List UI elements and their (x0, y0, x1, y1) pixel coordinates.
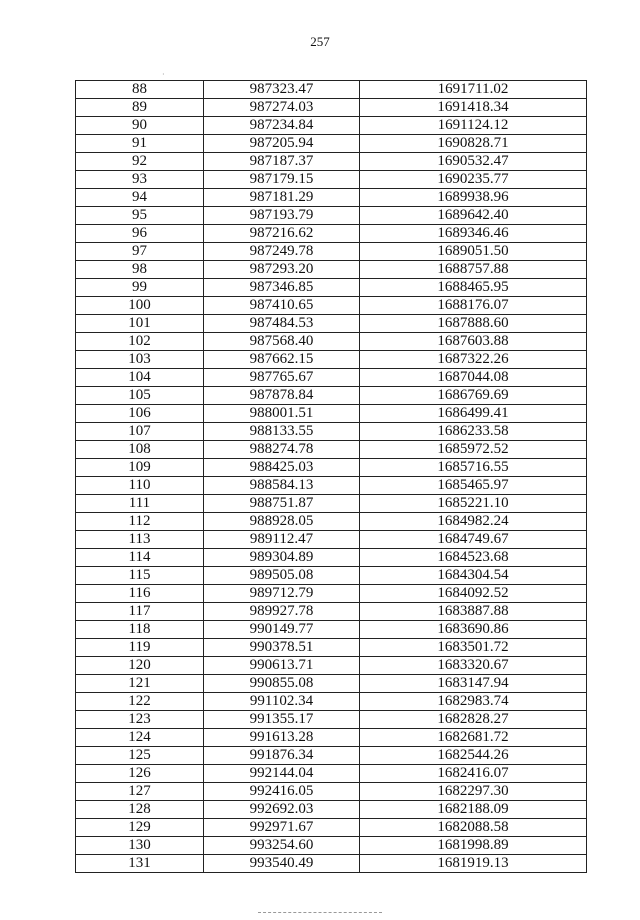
point-number-cell: 113 (76, 531, 204, 549)
page-number: 257 (310, 34, 330, 49)
x-coordinate-cell: 992692.03 (204, 801, 360, 819)
x-coordinate-cell: 992971.67 (204, 819, 360, 837)
point-number-cell: 126 (76, 765, 204, 783)
y-coordinate-cell: 1685221.10 (360, 495, 587, 513)
table-row (76, 405, 587, 423)
point-number-cell: 110 (76, 477, 204, 495)
point-number-cell: 128 (76, 801, 204, 819)
point-number-cell: 93 (76, 171, 204, 189)
x-coordinate-cell: 987205.94 (204, 135, 360, 153)
x-coordinate-cell: 990149.77 (204, 621, 360, 639)
y-coordinate-cell: 1682088.58 (360, 819, 587, 837)
table-row (76, 189, 587, 207)
point-number-cell: 122 (76, 693, 204, 711)
table-row (76, 531, 587, 549)
y-coordinate-cell: 1687322.26 (360, 351, 587, 369)
y-coordinate-cell: 1689938.96 (360, 189, 587, 207)
point-number-cell: 120 (76, 657, 204, 675)
y-coordinate-cell: 1683690.86 (360, 621, 587, 639)
y-coordinate-cell: 1682828.27 (360, 711, 587, 729)
x-coordinate-cell: 987234.84 (204, 117, 360, 135)
table-row (76, 693, 587, 711)
x-coordinate-cell: 992416.05 (204, 783, 360, 801)
table-row (76, 225, 587, 243)
y-coordinate-cell: 1682681.72 (360, 729, 587, 747)
coordinates-table-body (76, 81, 587, 873)
table-row (76, 801, 587, 819)
point-number-cell: 124 (76, 729, 204, 747)
table-row (76, 117, 587, 135)
point-number-cell: 95 (76, 207, 204, 225)
point-number-cell: 117 (76, 603, 204, 621)
y-coordinate-cell: 1686769.69 (360, 387, 587, 405)
point-number-cell: 98 (76, 261, 204, 279)
point-number-cell: 109 (76, 459, 204, 477)
x-coordinate-cell: 993540.49 (204, 855, 360, 873)
x-coordinate-cell: 989304.89 (204, 549, 360, 567)
x-coordinate-cell: 987181.29 (204, 189, 360, 207)
y-coordinate-cell: 1686499.41 (360, 405, 587, 423)
x-coordinate-cell: 990613.71 (204, 657, 360, 675)
x-coordinate-cell: 987216.62 (204, 225, 360, 243)
point-number-cell: 105 (76, 387, 204, 405)
x-coordinate-cell: 987346.85 (204, 279, 360, 297)
table-row (76, 657, 587, 675)
table-row (76, 99, 587, 117)
x-coordinate-cell: 988274.78 (204, 441, 360, 459)
bottom-rule (258, 912, 382, 913)
point-number-cell: 94 (76, 189, 204, 207)
table-row (76, 765, 587, 783)
x-coordinate-cell: 988751.87 (204, 495, 360, 513)
x-coordinate-cell: 988584.13 (204, 477, 360, 495)
table-row (76, 261, 587, 279)
point-number-cell: 100 (76, 297, 204, 315)
point-number-cell: 91 (76, 135, 204, 153)
table-row (76, 135, 587, 153)
x-coordinate-cell: 989927.78 (204, 603, 360, 621)
point-number-cell: 116 (76, 585, 204, 603)
point-number-cell: 107 (76, 423, 204, 441)
table-row (76, 333, 587, 351)
point-number-cell: 112 (76, 513, 204, 531)
x-coordinate-cell: 988133.55 (204, 423, 360, 441)
table-row (76, 495, 587, 513)
point-number-cell: 88 (76, 81, 204, 99)
table-row (76, 279, 587, 297)
table-row (76, 369, 587, 387)
y-coordinate-cell: 1682983.74 (360, 693, 587, 711)
table-row (76, 747, 587, 765)
y-coordinate-cell: 1684092.52 (360, 585, 587, 603)
x-coordinate-cell: 991355.17 (204, 711, 360, 729)
y-coordinate-cell: 1689642.40 (360, 207, 587, 225)
point-number-cell: 106 (76, 405, 204, 423)
y-coordinate-cell: 1681919.13 (360, 855, 587, 873)
point-number-cell: 125 (76, 747, 204, 765)
point-number-cell: 119 (76, 639, 204, 657)
table-row (76, 459, 587, 477)
x-coordinate-cell: 987878.84 (204, 387, 360, 405)
y-coordinate-cell: 1682297.30 (360, 783, 587, 801)
table-row (76, 837, 587, 855)
y-coordinate-cell: 1682416.07 (360, 765, 587, 783)
x-coordinate-cell: 987249.78 (204, 243, 360, 261)
table-row (76, 387, 587, 405)
y-coordinate-cell: 1683501.72 (360, 639, 587, 657)
point-number-cell: 130 (76, 837, 204, 855)
x-coordinate-cell: 989505.08 (204, 567, 360, 585)
table-row (76, 351, 587, 369)
point-number-cell: 104 (76, 369, 204, 387)
table-row (76, 567, 587, 585)
point-number-cell: 121 (76, 675, 204, 693)
point-number-cell: 123 (76, 711, 204, 729)
y-coordinate-cell: 1684982.24 (360, 513, 587, 531)
point-number-cell: 99 (76, 279, 204, 297)
y-coordinate-cell: 1685716.55 (360, 459, 587, 477)
x-coordinate-cell: 987193.79 (204, 207, 360, 225)
table-row (76, 477, 587, 495)
x-coordinate-cell: 987568.40 (204, 333, 360, 351)
table-row (76, 207, 587, 225)
y-coordinate-cell: 1686233.58 (360, 423, 587, 441)
y-coordinate-cell: 1687603.88 (360, 333, 587, 351)
x-coordinate-cell: 990378.51 (204, 639, 360, 657)
x-coordinate-cell: 987662.15 (204, 351, 360, 369)
y-coordinate-cell: 1689051.50 (360, 243, 587, 261)
y-coordinate-cell: 1689346.46 (360, 225, 587, 243)
x-coordinate-cell: 987323.47 (204, 81, 360, 99)
table-row (76, 621, 587, 639)
y-coordinate-cell: 1690235.77 (360, 171, 587, 189)
y-coordinate-cell: 1685972.52 (360, 441, 587, 459)
table-row (76, 153, 587, 171)
table-row (76, 81, 587, 99)
y-coordinate-cell: 1688176.07 (360, 297, 587, 315)
point-number-cell: 127 (76, 783, 204, 801)
table-row (76, 711, 587, 729)
x-coordinate-cell: 993254.60 (204, 837, 360, 855)
point-number-cell: 111 (76, 495, 204, 513)
table-row (76, 171, 587, 189)
point-number-cell: 96 (76, 225, 204, 243)
coordinates-table (75, 80, 587, 873)
point-number-cell: 90 (76, 117, 204, 135)
y-coordinate-cell: 1688465.95 (360, 279, 587, 297)
table-row (76, 729, 587, 747)
table-row (76, 585, 587, 603)
table-row (76, 675, 587, 693)
table-row (76, 603, 587, 621)
point-number-cell: 114 (76, 549, 204, 567)
table-row (76, 639, 587, 657)
y-coordinate-cell: 1683320.67 (360, 657, 587, 675)
table-row (76, 315, 587, 333)
point-number-cell: 131 (76, 855, 204, 873)
y-coordinate-cell: 1684749.67 (360, 531, 587, 549)
y-coordinate-cell: 1691418.34 (360, 99, 587, 117)
x-coordinate-cell: 987410.65 (204, 297, 360, 315)
y-coordinate-cell: 1683147.94 (360, 675, 587, 693)
y-coordinate-cell: 1685465.97 (360, 477, 587, 495)
table-row (76, 441, 587, 459)
y-coordinate-cell: 1684304.54 (360, 567, 587, 585)
y-coordinate-cell: 1682544.26 (360, 747, 587, 765)
y-coordinate-cell: 1691711.02 (360, 81, 587, 99)
x-coordinate-cell: 988001.51 (204, 405, 360, 423)
x-coordinate-cell: 991876.34 (204, 747, 360, 765)
table-row (76, 819, 587, 837)
table-row (76, 783, 587, 801)
point-number-cell: 89 (76, 99, 204, 117)
y-coordinate-cell: 1682188.09 (360, 801, 587, 819)
table-row (76, 513, 587, 531)
x-coordinate-cell: 987293.20 (204, 261, 360, 279)
table-row (76, 297, 587, 315)
y-coordinate-cell: 1681998.89 (360, 837, 587, 855)
y-coordinate-cell: 1690828.71 (360, 135, 587, 153)
y-coordinate-cell: 1688757.88 (360, 261, 587, 279)
x-coordinate-cell: 988425.03 (204, 459, 360, 477)
x-coordinate-cell: 992144.04 (204, 765, 360, 783)
y-coordinate-cell: 1687044.08 (360, 369, 587, 387)
x-coordinate-cell: 988928.05 (204, 513, 360, 531)
y-coordinate-cell: 1684523.68 (360, 549, 587, 567)
x-coordinate-cell: 987274.03 (204, 99, 360, 117)
table-row (76, 243, 587, 261)
y-coordinate-cell: 1687888.60 (360, 315, 587, 333)
x-coordinate-cell: 987187.37 (204, 153, 360, 171)
point-number-cell: 97 (76, 243, 204, 261)
point-number-cell: 92 (76, 153, 204, 171)
table-row (76, 549, 587, 567)
x-coordinate-cell: 987484.53 (204, 315, 360, 333)
x-coordinate-cell: 989112.47 (204, 531, 360, 549)
x-coordinate-cell: 987765.67 (204, 369, 360, 387)
x-coordinate-cell: 990855.08 (204, 675, 360, 693)
x-coordinate-cell: 991102.34 (204, 693, 360, 711)
point-number-cell: 101 (76, 315, 204, 333)
point-number-cell: 102 (76, 333, 204, 351)
point-number-cell: 118 (76, 621, 204, 639)
x-coordinate-cell: 987179.15 (204, 171, 360, 189)
point-number-cell: 129 (76, 819, 204, 837)
point-number-cell: 108 (76, 441, 204, 459)
table-row (76, 855, 587, 873)
x-coordinate-cell: 989712.79 (204, 585, 360, 603)
point-number-cell: 115 (76, 567, 204, 585)
y-coordinate-cell: 1691124.12 (360, 117, 587, 135)
y-coordinate-cell: 1683887.88 (360, 603, 587, 621)
table-row (76, 423, 587, 441)
scan-speck: · (162, 70, 165, 79)
y-coordinate-cell: 1690532.47 (360, 153, 587, 171)
x-coordinate-cell: 991613.28 (204, 729, 360, 747)
point-number-cell: 103 (76, 351, 204, 369)
